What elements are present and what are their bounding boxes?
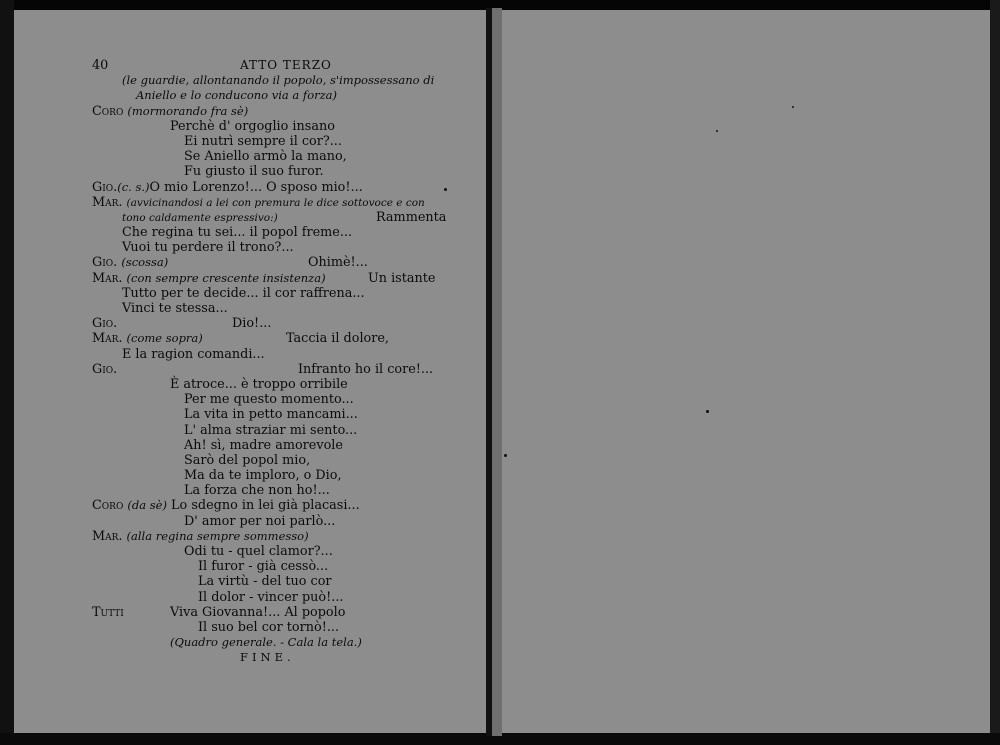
direction: (mormorando fra sè)	[127, 103, 249, 118]
direction: (scossa)	[121, 255, 169, 270]
verse-line: È atroce... è troppo orribile	[170, 376, 348, 392]
direction: (avvicinandosi a lei con premura le dice sottovoce e con	[126, 196, 425, 209]
verse-line: Se Aniello armò la mano,	[184, 149, 347, 165]
speaker-line: Coro (da sè) Lo sdegno in lei già placasi...	[92, 498, 360, 514]
ink-speck	[444, 188, 447, 191]
ink-speck	[716, 130, 718, 132]
verse-line: Ei nutrì sempre il cor?...	[184, 133, 342, 149]
speaker: Gio.	[92, 255, 118, 271]
direction: tono caldamente espressivo:)	[122, 211, 278, 224]
speaker: Gio.	[92, 179, 118, 195]
direction: (come sopra)	[126, 331, 203, 346]
verse-line: Fu giusto il suo furor.	[184, 164, 324, 180]
speaker-line: Gio. Infranto ho il core!...	[92, 361, 434, 377]
verse-line: Vuoi tu perdere il trono?...	[122, 240, 294, 256]
gutter-shadow	[492, 8, 502, 736]
stage-direction: Aniello e lo conducono via a forza)	[136, 88, 338, 103]
speaker-line: Gio. Dio!...	[92, 316, 272, 332]
verse-line: D' amor per noi parlò...	[184, 513, 336, 529]
page-number: 40	[92, 58, 109, 73]
speaker-line: Gio.(c. s.)O mio Lorenzo!... O sposo mio!...	[92, 179, 363, 195]
running-head: ATTO TERZO	[240, 58, 332, 72]
verse-line: Il dolor - vincer può!...	[198, 589, 344, 605]
verse-line: Odi tu - quel clamor?...	[184, 544, 333, 559]
stage-direction: (le guardie, allontanando il popolo, s'impossessano di	[122, 73, 435, 88]
speaker: Gio.	[92, 316, 118, 332]
speaker: Coro	[92, 498, 124, 514]
verse-line: La vita in petto mancami...	[184, 407, 358, 423]
speaker-line: Tutti Viva Giovanna!... Al popolo	[92, 604, 346, 620]
scan-border-right	[990, 0, 1000, 745]
running-header	[92, 58, 472, 73]
verse-line: Vinci te stessa...	[122, 301, 228, 316]
speaker: Tutti	[92, 604, 124, 620]
verse-line: L' alma straziar mi sento...	[184, 422, 358, 438]
direction: (alla regina sempre sommesso)	[126, 528, 309, 543]
verse-line: Per me questo momento...	[184, 392, 354, 408]
verse-line: La virtù - del tuo cor	[198, 574, 332, 590]
direction: (c. s.)	[117, 179, 150, 194]
ink-speck	[792, 106, 794, 108]
speaker: Mar.	[92, 270, 123, 286]
stage-direction: (Quadro generale. - Cala la tela.)	[170, 635, 362, 650]
speaker-line	[92, 104, 472, 119]
speaker-line: Mar. (come sopra) Taccia il dolore,	[92, 331, 389, 347]
speaker-line: Gio. (scossa) Ohimè!...	[92, 255, 368, 271]
direction: (da sè)	[127, 498, 167, 513]
speaker-line: tono caldamente espressivo:) Rammenta	[122, 209, 447, 225]
ink-speck	[706, 410, 709, 413]
speaker-line	[92, 529, 472, 544]
verse-line: Perchè d' orgoglio insano	[170, 118, 335, 134]
verse-line: Che regina tu sei... il popol freme...	[122, 225, 353, 241]
direction: (con sempre crescente insistenza)	[126, 270, 326, 285]
ink-speck	[504, 454, 507, 457]
verse-line: Il suo bel cor tornò!...	[198, 619, 340, 635]
right-page-blank	[502, 10, 990, 734]
verse-line: Ah! sì, madre amorevole	[184, 437, 343, 453]
speaker: Mar.	[92, 528, 123, 544]
speaker-line	[92, 195, 472, 210]
verse-line: Sarò del popol mio,	[184, 452, 311, 468]
speaker: Mar.	[92, 331, 123, 347]
speaker: Mar.	[92, 194, 123, 210]
speaker-line: Mar. (con sempre crescente insistenza) Un istante	[92, 270, 436, 286]
verse-line: Ma da te imploro, o Dio,	[184, 468, 342, 484]
verse-line: La forza che non ho!...	[184, 483, 330, 499]
scan-border-left	[0, 0, 14, 745]
speaker: Gio.	[92, 361, 118, 377]
end-mark: FINE.	[240, 650, 295, 665]
libretto-text	[92, 58, 472, 666]
verse-line: Tutto per te decide... il cor raffrena...	[122, 285, 365, 301]
verse-line: Il furor - già cessò...	[198, 559, 329, 575]
left-page	[14, 10, 486, 734]
speaker: Coro	[92, 103, 124, 119]
verse-line: E la ragion comandi...	[122, 346, 265, 362]
